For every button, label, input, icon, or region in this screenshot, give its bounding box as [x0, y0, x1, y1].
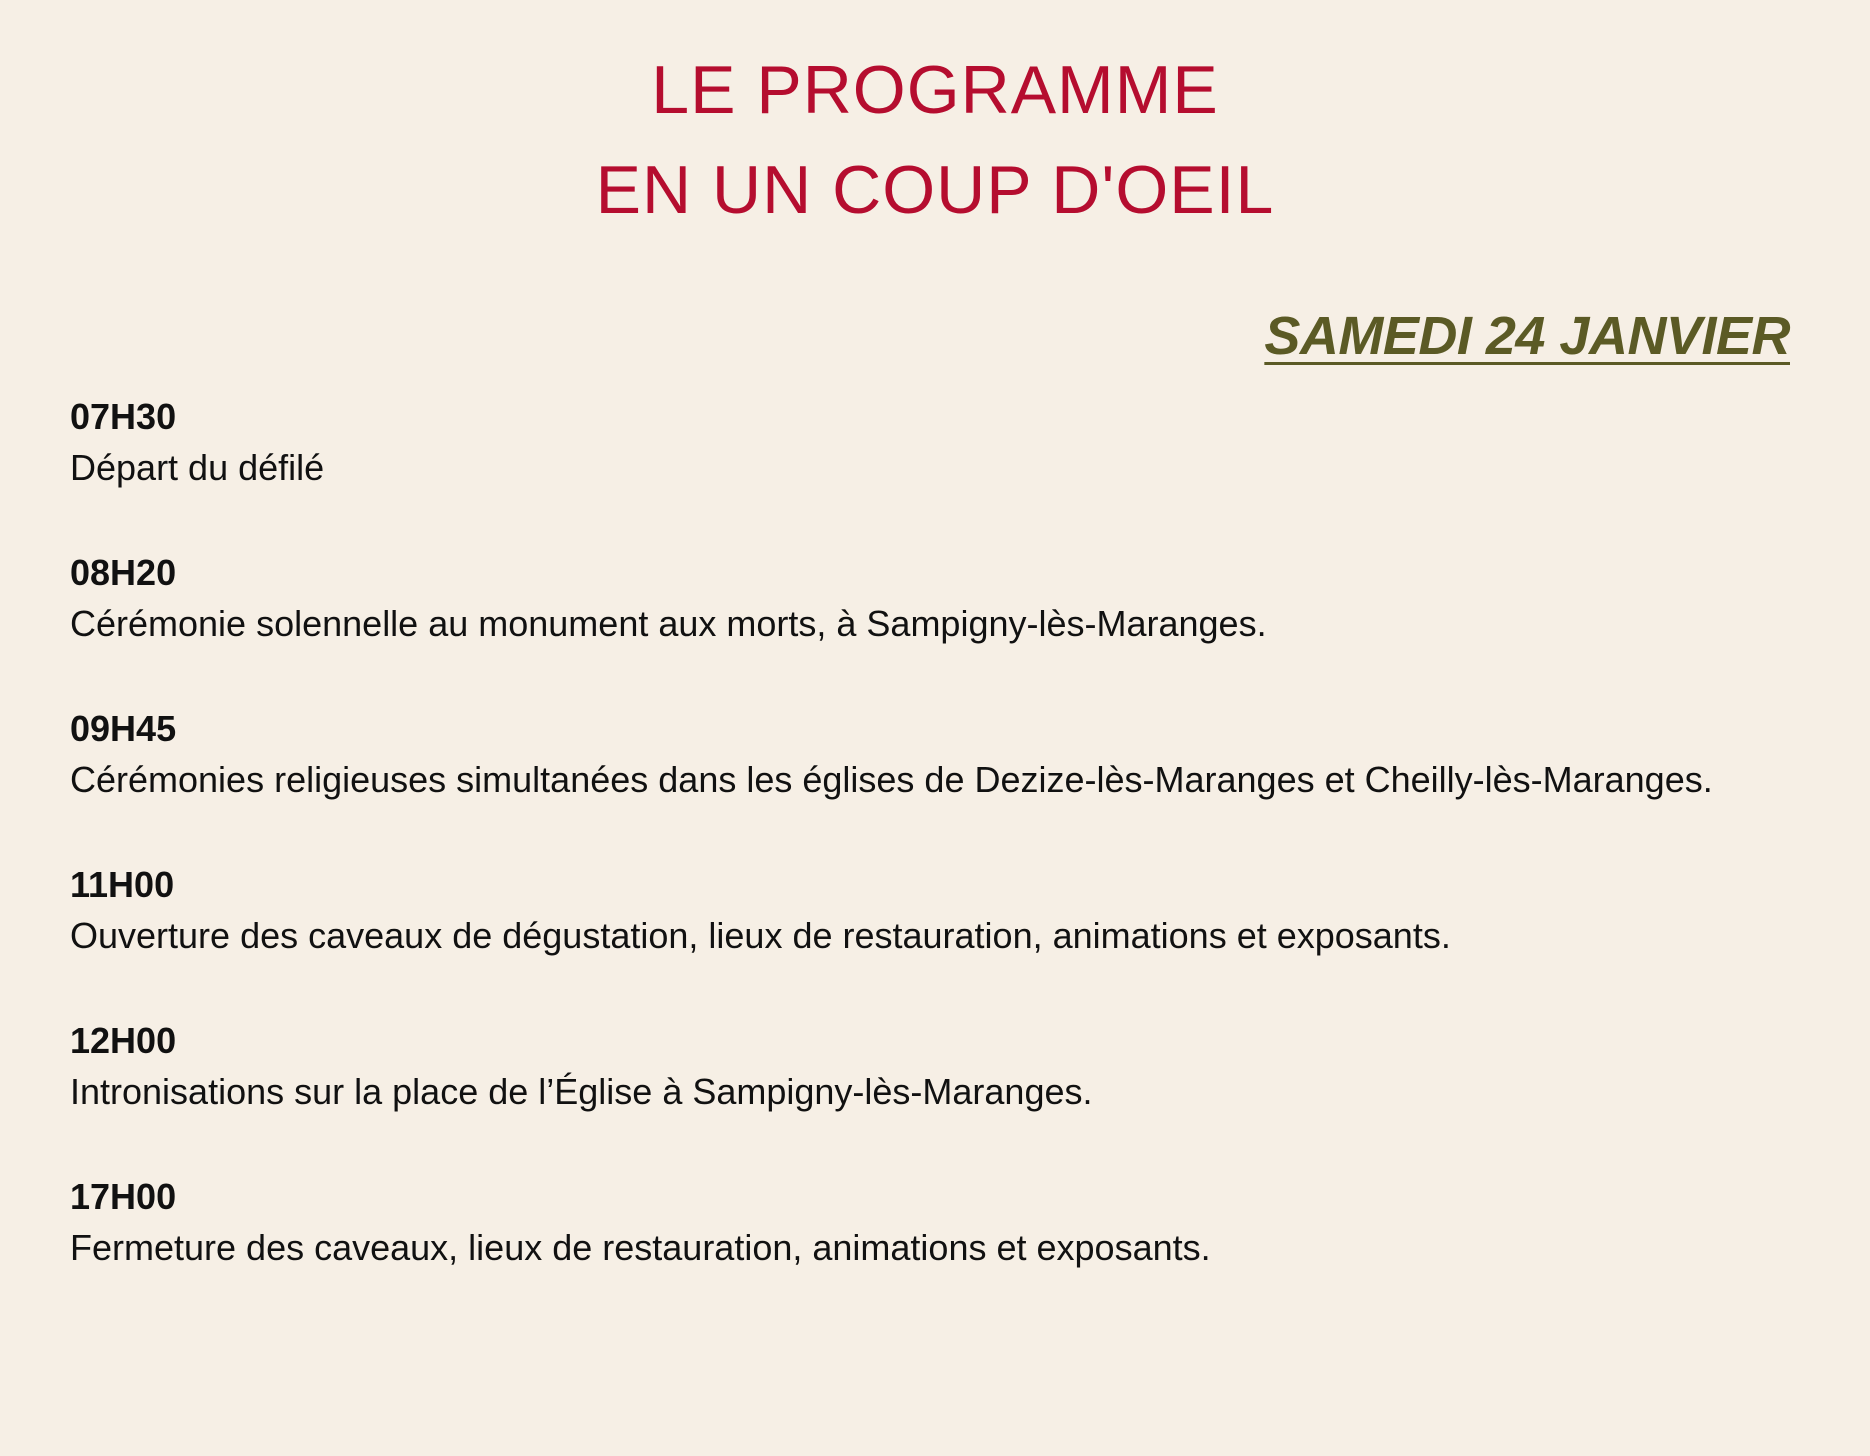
page-title-line-2: EN UN COUP D'OEIL [595, 152, 1275, 228]
schedule-item [70, 860, 1796, 962]
event-time: 12H00 [70, 1020, 177, 1061]
day-heading: SAMEDI 24 JANVIER [1264, 306, 1790, 366]
page-title-line-1: LE PROGRAMME [651, 52, 1219, 128]
schedule-item [70, 1016, 1796, 1118]
event-description: Ouverture des caveaux de dégustation, lieux de restauration, animations et exposants. [70, 915, 1451, 956]
event-time: 17H00 [70, 1176, 177, 1217]
event-time: 11H00 [70, 864, 175, 905]
event-description: Cérémonies religieuses simultanées dans les églises de Dezize-lès-Maranges et Cheilly-lès-Maranges. [70, 759, 1713, 800]
event-description: Intronisations sur la place de l’Église à Sampigny-lès-Maranges. [70, 1071, 1093, 1112]
event-description: Fermeture des caveaux, lieux de restauration, animations et exposants. [70, 1227, 1211, 1268]
schedule-item [70, 1172, 1796, 1274]
event-time: 09H45 [70, 708, 177, 749]
schedule-item [70, 392, 1796, 494]
event-description: Cérémonie solennelle au monument aux morts, à Sampigny-lès-Maranges. [70, 603, 1267, 644]
event-description: Départ du défilé [70, 447, 325, 488]
schedule-item [70, 704, 1796, 806]
schedule-item [70, 548, 1796, 650]
page-title [0, 40, 1870, 240]
schedule-list [70, 392, 1796, 1328]
event-time: 08H20 [70, 552, 177, 593]
event-time: 07H30 [70, 396, 177, 437]
